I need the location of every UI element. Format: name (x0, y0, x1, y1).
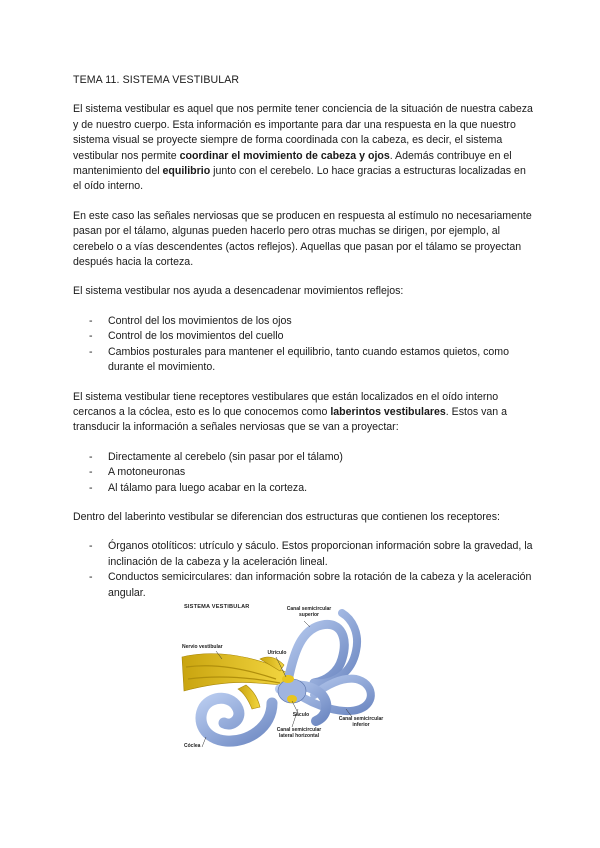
utricle-macula (282, 675, 294, 683)
paragraph-structures: Dentro del laberinto vestibular se diferencian dos estructuras que contienen los receptores: (73, 510, 500, 523)
label-nerve: Nervio vestibular (182, 644, 223, 650)
label-inferior-canal: Canal semicircular inferior (338, 716, 384, 728)
paragraph-reflexes: El sistema vestibular nos ayuda a desencadenar movimientos reflejos: (73, 285, 404, 298)
list-reflexes (73, 314, 535, 376)
list-item: - Control de los movimientos del cuello (73, 329, 535, 344)
text-span: El sistema vestibular es aquel que nos permite tener conciencia de la situación de nuestra cabeza y de nuestro cuerpo. Esta información es importante para dar una respuesta en la que nuestro sistema visual se proyecte siempre de forma coordinada con la cabeza, es decir, el sistema vestibular nos permite (73, 103, 533, 162)
bold-text: laberintos vestibulares (330, 405, 446, 418)
paragraph-receptors (73, 390, 535, 436)
list-item: - Control del los movimientos de los ojos (73, 314, 535, 329)
figure-title: SISTEMA VESTIBULAR (184, 604, 250, 610)
text-span: El sistema vestibular tiene receptores vestibulares que están localizados en el oído interno cercanos a la cóclea, esto es lo que conocemos como (73, 390, 499, 418)
paragraph-signals: En este caso las señales nerviosas que se producen en respuesta al estímulo no necesariamente pasan por el tálamo, algunas pueden hacerlo pero otras muchas se dirigen, por ejemplo, al cerebelo o a vías descendentes (actos reflejos). Aquellas que pasan por el tálamo se proyectan después hacia la corteza. (73, 209, 532, 269)
text-span: . Estos van a transducir la información a señales nerviosas que se van a proyectar: (73, 405, 507, 434)
list-item: - Órganos otolíticos: utrículo y sáculo. Estos proporcionan información sobre la gravedad, la inclinación de la cabeza y la aceleración lineal. (73, 539, 535, 570)
label-utricle: Utrículo (267, 650, 287, 656)
label-lateral-canal: Canal semicircular lateral horizontal (276, 727, 322, 739)
paragraph-intro (73, 102, 535, 194)
list-item: - Conductos semicirculares: dan información sobre la rotación de la cabeza y la aceleración angular. (73, 570, 535, 601)
text-span: junto con el cerebelo. Lo hace gracias a estructuras localizadas en el oído interno. (73, 165, 526, 193)
document-body (73, 73, 535, 615)
list-item: - Directamente al cerebelo (sin pasar por el tálamo) (73, 450, 535, 465)
label-cochlea: Cóclea (184, 743, 201, 749)
list-item: - Al tálamo para luego acabar en la corteza. (73, 481, 535, 496)
list-item: - A motoneuronas (73, 465, 535, 480)
cochlea (201, 698, 272, 741)
list-item: - Cambios posturales para mantener el equilibrio, tanto cuando estamos quietos, como durante el movimiento. (73, 345, 535, 376)
label-saccule: Sáculo (292, 712, 310, 718)
saccule-macula (287, 695, 297, 703)
list-projections (73, 450, 535, 496)
label-superior-canal: Canal semicircular superior (286, 606, 332, 618)
bold-text: equilibrio (162, 165, 211, 178)
text-span: . Además contribuye en el mantenimiento del (73, 149, 512, 178)
page-title: TEMA 11. SISTEMA VESTIBULAR (73, 74, 240, 86)
vestibular-system-figure (176, 599, 396, 755)
list-structures (73, 539, 535, 601)
bold-text: coordinar el movimiento de cabeza y ojos (179, 149, 390, 162)
